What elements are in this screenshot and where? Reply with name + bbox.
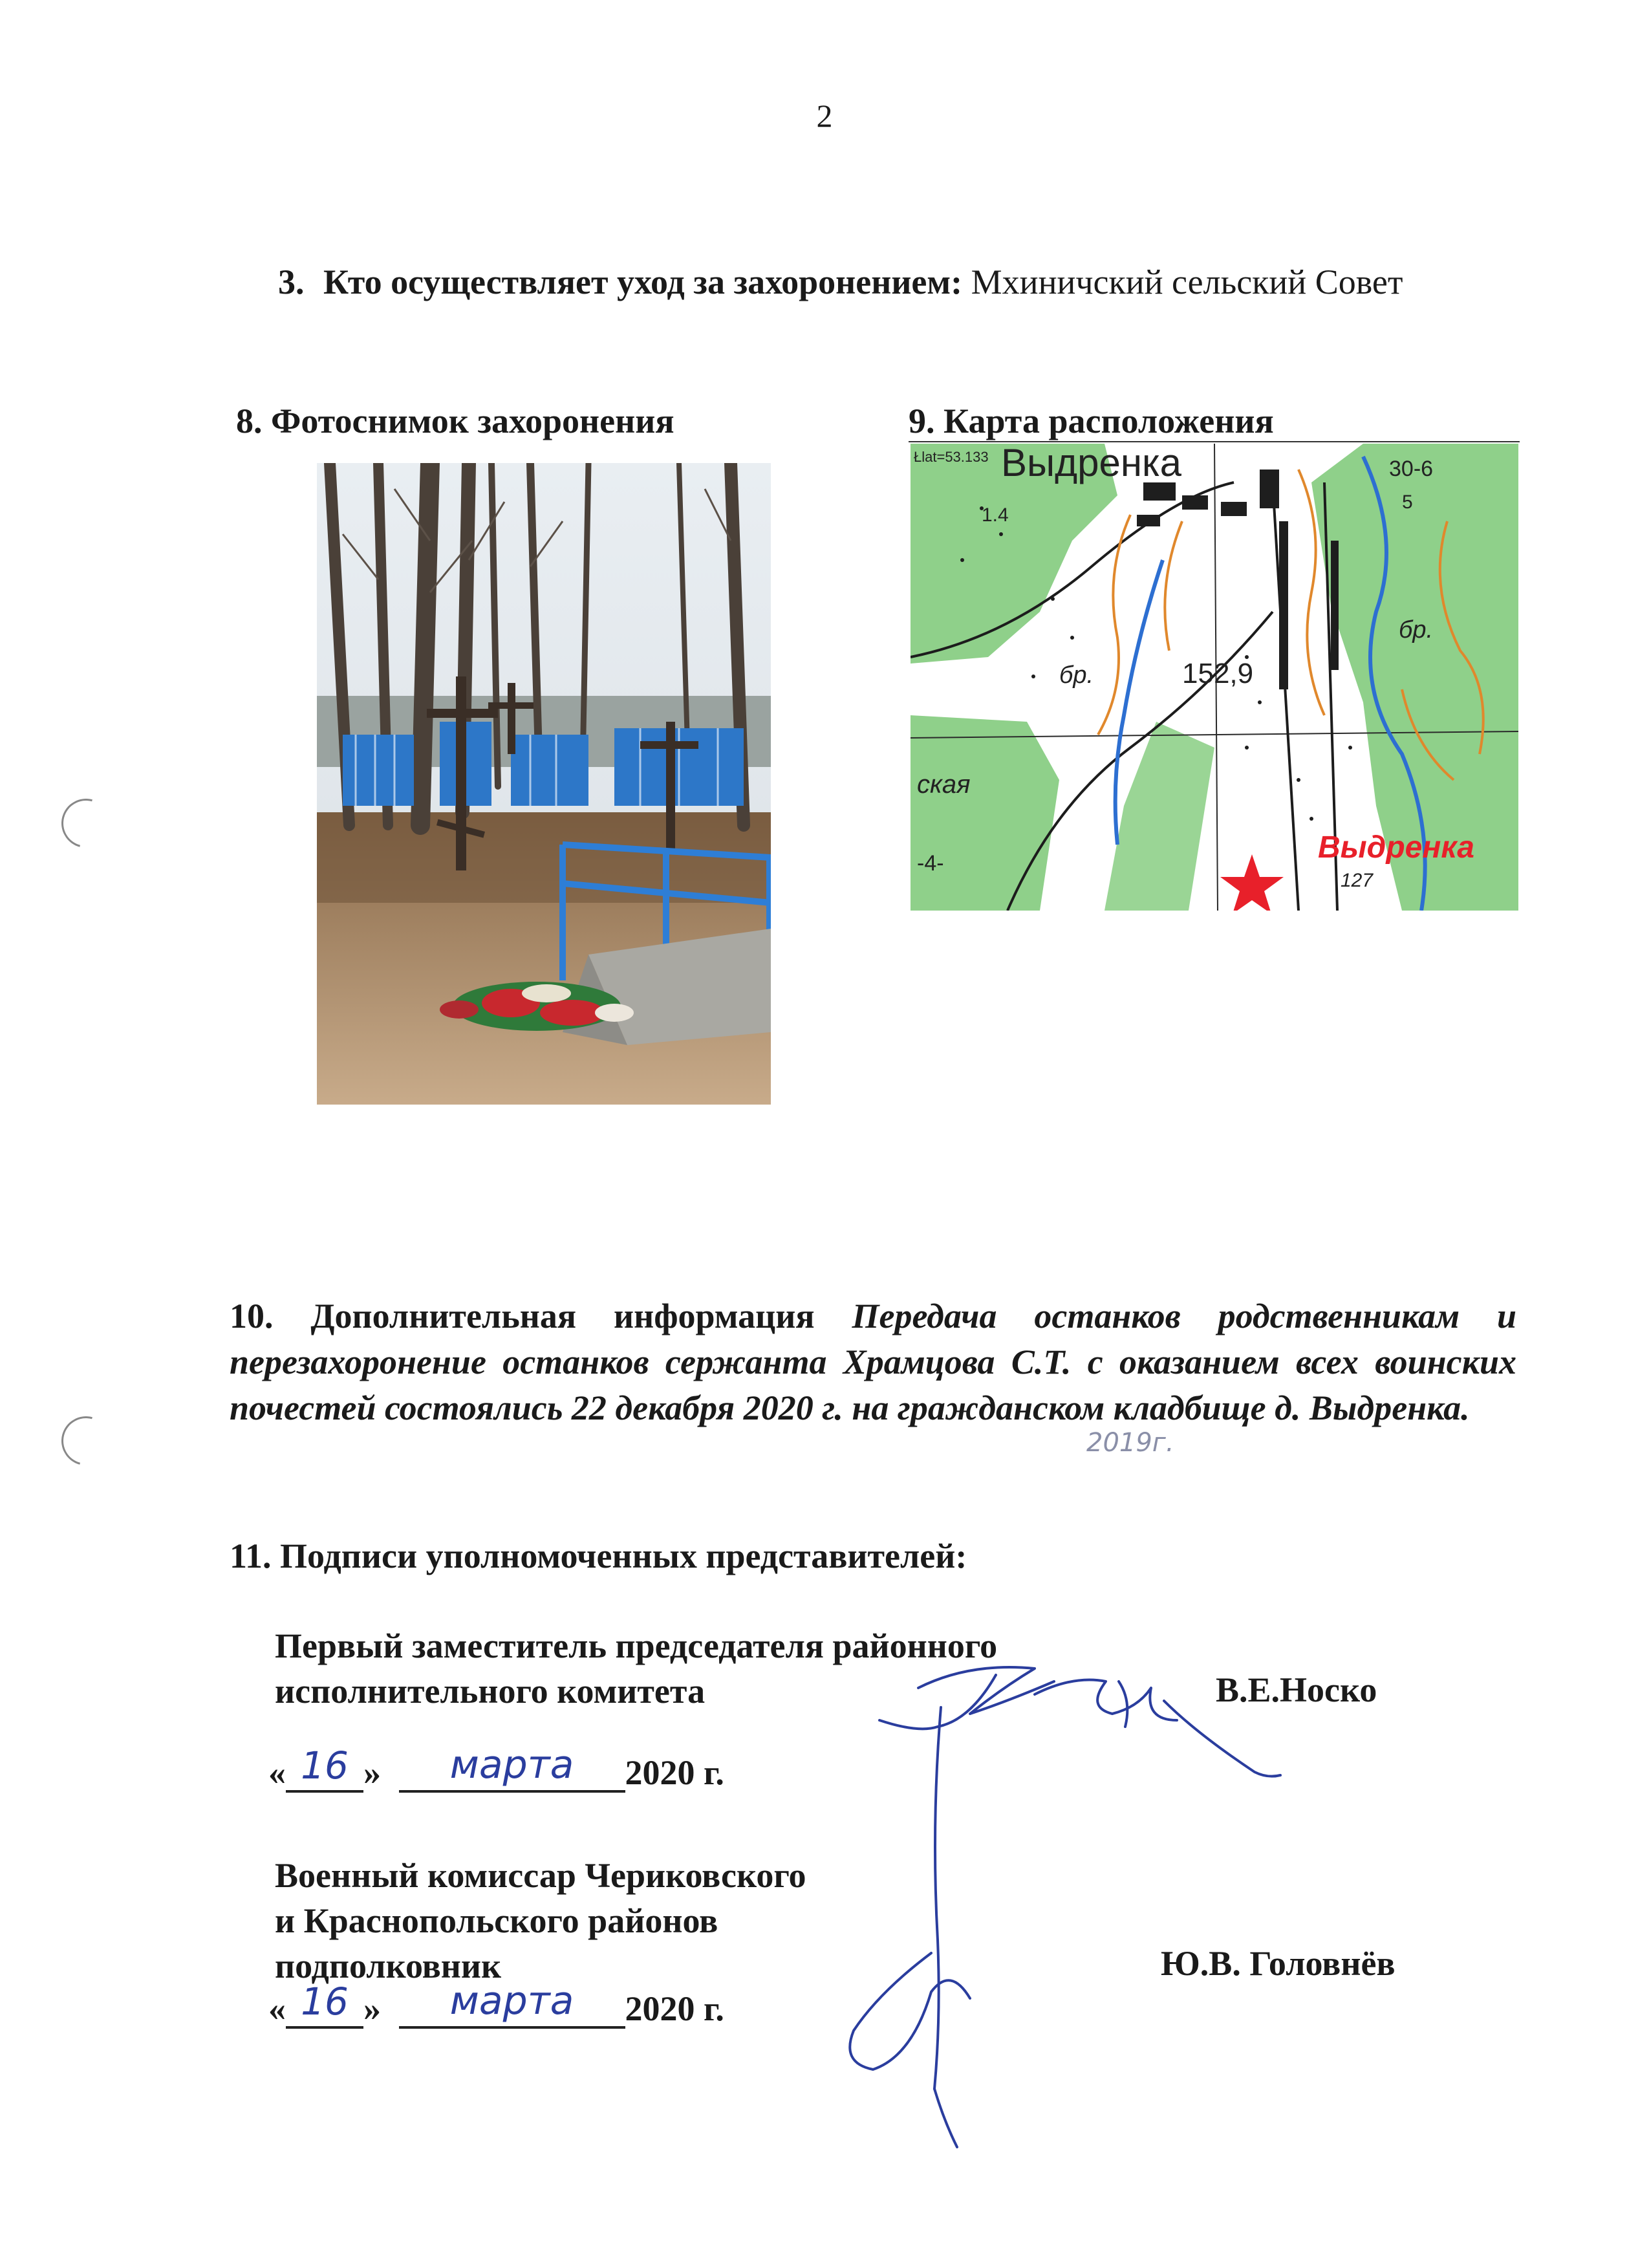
map-height-label: 127 bbox=[1341, 870, 1374, 891]
map-grid-label: 5 bbox=[1402, 491, 1413, 513]
quote-close: » bbox=[363, 1989, 381, 2028]
item-10 bbox=[230, 1293, 1516, 1431]
burial-photo bbox=[317, 463, 771, 1105]
date-month-handwritten: марта bbox=[449, 1742, 574, 1787]
quote-close: » bbox=[363, 1753, 381, 1792]
map-grid-label: 30-6 bbox=[1389, 457, 1434, 481]
location-map bbox=[911, 444, 1518, 911]
date-day-handwritten: 16 bbox=[301, 1744, 349, 1787]
signatory-2-name: Ю.В. Головнёв bbox=[1161, 1944, 1396, 1983]
signatory-1-date bbox=[268, 1742, 724, 1793]
photo-caption: 8. Фотоснимок захоронения bbox=[236, 402, 674, 440]
signatory-2-date bbox=[268, 1978, 724, 2029]
map-coord-label: Łlat=53.133 bbox=[914, 449, 989, 465]
date-month-handwritten: марта bbox=[449, 1978, 574, 2024]
map-swamp-label: бр. bbox=[1059, 662, 1094, 689]
date-year: 2020 г. bbox=[625, 1989, 724, 2028]
hole-punch-mark bbox=[52, 1407, 120, 1474]
map-line-label: -4- bbox=[917, 851, 944, 876]
caption-underline bbox=[909, 441, 1520, 442]
date-month-field bbox=[399, 1978, 625, 2029]
handwritten-year-correction: 2019г. bbox=[1086, 1428, 1174, 1458]
date-day-field bbox=[286, 1980, 363, 2029]
signatory-2-title-line: и Краснопольского районов bbox=[275, 1901, 718, 1940]
item-10-label: 10. Дополнительная информация bbox=[230, 1297, 815, 1335]
item-3-value: Мхиничский сельский Совет bbox=[971, 263, 1403, 301]
item-3 bbox=[278, 257, 1539, 307]
date-day-handwritten: 16 bbox=[301, 1980, 349, 2024]
date-year: 2020 г. bbox=[625, 1753, 724, 1792]
hole-punch-mark bbox=[52, 790, 120, 857]
signatory-1-name: В.Е.Носко bbox=[1216, 1670, 1377, 1709]
map-village-label: Выдренка bbox=[1001, 444, 1181, 484]
signatory-2-title bbox=[275, 1853, 806, 1989]
quote-open: « bbox=[268, 1753, 286, 1792]
signatory-1-title-line: исполнительного комитета bbox=[275, 1672, 706, 1711]
quote-open: « bbox=[268, 1989, 286, 2028]
item-3-label: Кто осуществляет уход за захоронением: bbox=[323, 263, 963, 301]
signature-2 bbox=[802, 1694, 1073, 2160]
item-11: 11. Подписи уполномоченных представителей: bbox=[230, 1537, 967, 1575]
map-elevation-label: 152,9 bbox=[1182, 658, 1254, 689]
page-number: 2 bbox=[816, 98, 833, 134]
map-swamp-label: бр. bbox=[1399, 616, 1434, 643]
signatory-1-title-line: Первый заместитель председателя районного bbox=[275, 1626, 998, 1665]
item-3-number: 3. bbox=[278, 263, 305, 301]
signatory-2-title-line: Военный комиссар Чериковского bbox=[275, 1856, 806, 1895]
date-day-field bbox=[286, 1744, 363, 1793]
item-10-text: Передача останков родственникам и перезахоронение останков сержанта Храмцова С.Т. с оказанием всех воинских почестей состоялись 22 декабря 2020 г. на гражданском кладбище д. Выдренка. bbox=[230, 1297, 1516, 1427]
map-caption: 9. Карта расположения bbox=[909, 402, 1274, 440]
signatory-2-title-line: подполковник bbox=[275, 1947, 502, 1985]
date-month-field bbox=[399, 1742, 625, 1793]
map-height-label: 1.4 bbox=[982, 504, 1009, 526]
map-place-label: ская bbox=[917, 770, 971, 799]
map-target-village-label: Выдренка bbox=[1318, 830, 1474, 865]
